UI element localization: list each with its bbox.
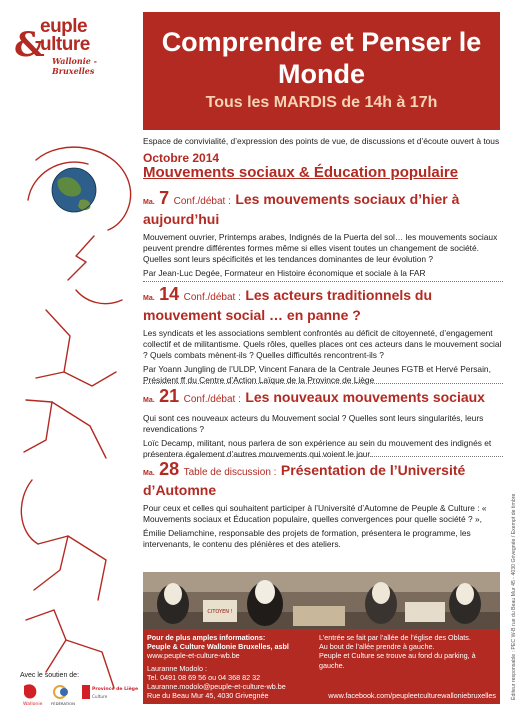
session-header — [143, 461, 503, 499]
session-kind: Conf./débat : — [183, 292, 241, 303]
divider — [143, 383, 503, 384]
schedule-line: Tous les MARDIS de 14h à 17h — [205, 94, 438, 111]
session-speakers: Loïc Decamp, militant, nous parlera de son expérience au sein du mouvement des indignés et présentera également d’autres mouvements qui voient le jour. — [143, 438, 492, 459]
session-header — [143, 190, 503, 228]
session-oct-21 — [143, 388, 503, 460]
page-title: Comprendre et Penser le Monde — [161, 27, 482, 89]
theme-heading: Mouvements sociaux & Éducation populaire — [143, 164, 459, 181]
day-prefix: Ma. — [143, 470, 155, 477]
session-oct-7 — [143, 190, 503, 279]
logo-region: Wallonie - Bruxelles — [52, 56, 97, 76]
placard-text: CITOYEN ! — [207, 609, 233, 615]
session-header — [143, 286, 503, 324]
sponsor-logos — [20, 682, 140, 706]
session-description: Qui sont ces nouveaux acteurs du Mouvement social ? Quelles sont leurs singularités, leurs revendications ? — [143, 413, 484, 434]
day-number: 7 — [159, 188, 170, 208]
footer-tel: Tel. 0491 08 69 56 ou 04 368 82 32 — [147, 672, 261, 682]
footer-info-title: Pour de plus amples informations: — [147, 633, 266, 642]
session-speakers: Par Jean-Luc Degée, Formateur en Histoire économique et sociale à la FAR — [143, 268, 426, 278]
day-number: 14 — [159, 284, 180, 304]
logo-word-peuple: euple — [40, 16, 88, 37]
day-prefix: Ma. — [143, 199, 155, 206]
footer-site-link[interactable]: www.peuple-et-culture-wb.be — [147, 651, 240, 661]
line-art-illustration — [6, 140, 139, 700]
session-header — [143, 388, 503, 409]
day-prefix: Ma. — [143, 397, 155, 404]
session-kind: Conf./débat : — [173, 196, 231, 207]
federation-logo — [51, 686, 75, 706]
session-speakers: Émilie Deliamchine, responsable des projets de formation, présentera le programme, les intervenants, le contenu des plénières et des ateliers. — [143, 528, 471, 549]
session-description: Pour ceux et celles qui souhaitent participer à l’Université d’Automne de Peuple & Culture : « Mouvements sociaux et Éducation populaire, quelles convergences pour quelle société ? », — [143, 503, 487, 524]
session-title: Présentation de l’Université d’Automne — [143, 462, 466, 498]
footer-access — [319, 633, 495, 670]
day-number: 21 — [159, 386, 180, 406]
footer-address: Rue du Beau Mur 45, 4030 Grivegnée — [147, 691, 269, 701]
divider — [143, 456, 503, 457]
sponsor-wallonie: Wallonie — [23, 702, 43, 707]
intro-text: Espace de convivialité, d’expression des points de vue, de discussions et d’écoute ouvert à tous — [143, 136, 500, 146]
logo-word-culture: ulture — [40, 34, 90, 55]
province-liege-logo — [82, 685, 138, 699]
session-oct-14 — [143, 286, 503, 386]
footer-contact — [147, 633, 317, 700]
footer-info — [143, 629, 500, 704]
session-title: Les nouveaux mouvements sociaux — [245, 389, 485, 405]
session-description: Les syndicats et les associations semblent confrontés au déficit de citoyenneté, d’engagement collectif et de militantisme. Quels rôles, quelles places ont ces acteurs dans le mouvement social ? Quels combats mènent-ils ? Quelles difficultés rencontrent-ils ? — [143, 328, 502, 360]
session-title: Les acteurs traditionnels du mouvement social … en panne ? — [143, 287, 433, 323]
sponsor-province: Province de Liège — [92, 687, 139, 692]
protest-photo — [143, 572, 500, 629]
access-line: L’entrée se fait par l’allée de l’église des Oblats. — [319, 633, 471, 642]
session-speakers: Par Yoann Jungling de l’ULDP, Vincent Fanara de la Centrale Jeunes FGTB et Hervé Persain, Président ff du Centre d’Action Laïque de la Province de Liège — [143, 364, 491, 385]
sponsor-culture: Culture — [92, 694, 108, 699]
support-label: Avec le soutien de: — [20, 672, 80, 679]
session-oct-28 — [143, 461, 503, 550]
access-line: Peuple et Culture se trouve au fond du parking, à gauche. — [319, 651, 476, 670]
footer-org: Peuple & Culture Wallonie Bruxelles, asbl — [147, 642, 289, 652]
legal-notice: Éditeur responsable : PEC W-B rue du Beau Mur 45 - 4030 Grivegnée / Exempt de timbre — [511, 493, 517, 700]
legal-notice-vertical — [502, 480, 517, 700]
sponsor-federation: FÉDÉRATION — [51, 701, 75, 706]
peuple-culture-logo — [10, 12, 138, 76]
globe-icon — [52, 168, 96, 212]
footer-contact-name: Lauranne Modolo : — [147, 663, 207, 673]
month-heading: Octobre 2014 — [143, 151, 220, 165]
session-description: Mouvement ouvrier, Printemps arabes, Indignés de la Puerta del sol… les mouvements sociaux peuvent prendre différentes formes même si elles visent toutes un changement de société. Quelles sont leurs spécificités et les tendances dominantes de leur évolution ? — [143, 232, 498, 264]
session-kind: Table de discussion : — [183, 467, 277, 478]
divider — [143, 281, 503, 282]
facebook-link[interactable]: www.facebook.com/peupleetculturewalloniebruxelles — [328, 690, 496, 700]
header-banner — [143, 12, 500, 130]
session-title: Les mouvements sociaux d’hier à aujourd’hui — [143, 191, 460, 227]
day-number: 28 — [159, 459, 180, 479]
access-line: Au bout de l’allée prendre à gauche. — [319, 642, 435, 652]
session-kind: Conf./débat : — [183, 394, 241, 405]
wallonie-logo — [23, 684, 43, 707]
footer-email-link[interactable]: Lauranne.modolo@peuple-et-culture-wb.be — [147, 682, 286, 692]
day-prefix: Ma. — [143, 295, 155, 302]
logo-ampersand: & — [14, 25, 45, 65]
